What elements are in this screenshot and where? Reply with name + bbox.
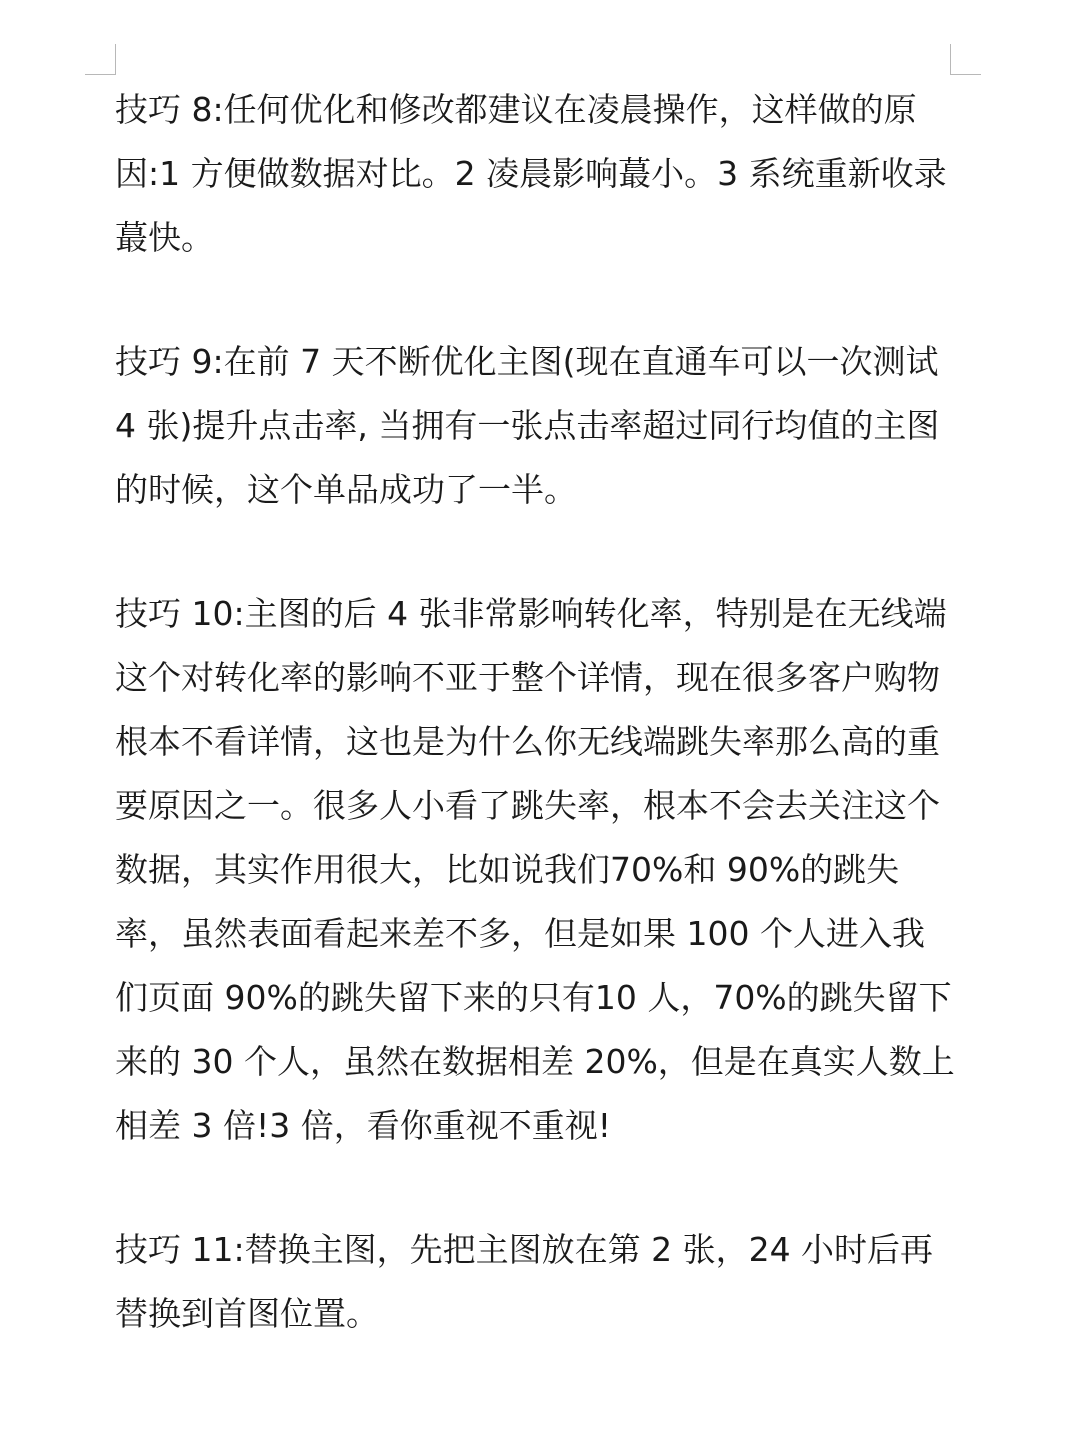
top-left-crop-mark bbox=[85, 44, 116, 75]
paragraph-tip-9: 技巧 9:在前 7 天不断优化主图(现在直通车可以一次测试 4 张)提升点击率, 当拥有一张点击率超过同行均值的主图的时候，这个单品成功了一半。 bbox=[115, 342, 940, 509]
paragraph-tip-11: 技巧 11:替换主图，先把主图放在第 2 张，24 小时后再替换到首图位置。 bbox=[115, 1230, 934, 1333]
paragraph-tip-10: 技巧 10:主图的后 4 张非常影响转化率，特别是在无线端这个对转化率的影响不亚于整个详情，现在很多客户购物根本不看详情，这也是为什么你无线端跳失率那么高的重要原因之一。很多人小看了跳失率，根本不会去关注这个数据，其实作用很大，比如说我们70%和 90%的跳失率，虽然表面看起来差不多，但是如果 100 个人进入我们页面 90%的跳失留下来的只有10 人，70%的跳失留下来的 30 个人，虽然在数据相差 20%，但是在真实人数上相差 3 倍!3 倍，看你重视不重视! bbox=[115, 594, 955, 1145]
paragraph-tip-8: 技巧 8:任何优化和修改都建议在凌晨操作，这样做的原因:1 方便做数据对比。2 凌晨影响蕞小。3 系统重新收录蕞快。 bbox=[115, 90, 947, 257]
top-right-crop-mark bbox=[950, 44, 981, 75]
document-body bbox=[115, 78, 955, 1346]
